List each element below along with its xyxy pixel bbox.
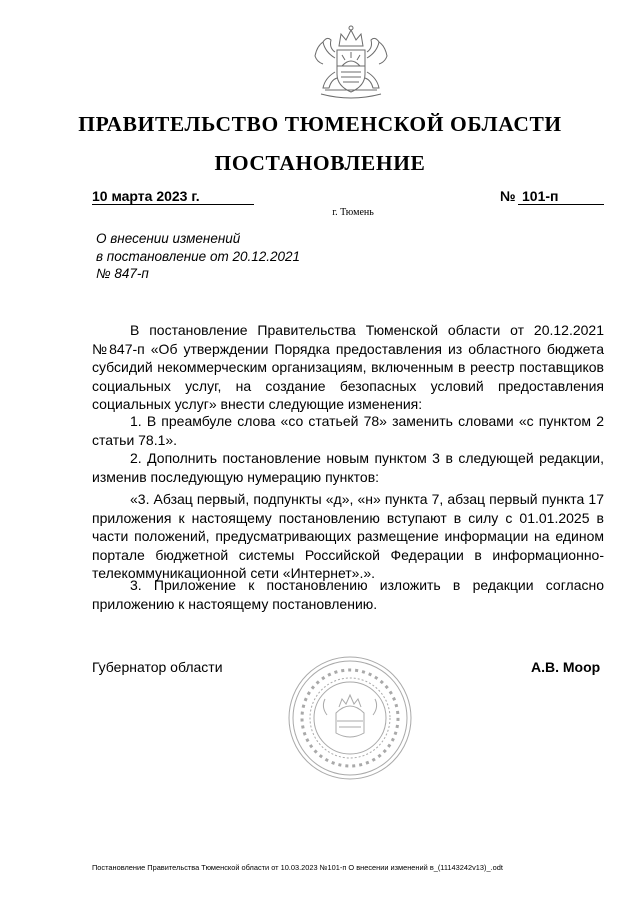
- signatory-name: А.В. Моор: [531, 659, 601, 675]
- subject-line: О внесении изменений: [96, 231, 241, 246]
- document-subject: [96, 230, 300, 283]
- official-seal-stamp: [287, 655, 413, 781]
- city-label: г. Тюмень: [332, 207, 374, 218]
- body-quote-paragraph: «3. Абзац первый, подпункты «д», «н» пункта 7, абзац первый пункта 17 приложения к настоящему постановлению вступают в силу с 01.01.2025 в части положений, предусматривающих размещение информации на едином портале бюджетной системы Российской Федерации в информационно-телекоммуникационной сети «Интернет».».: [92, 491, 604, 581]
- body-intro-paragraph: В постановление Правительства Тюменской области от 20.12.2021 №847-п «Об утверждении Порядка предоставления из областного бюджета субсидий некоммерческим организациям, включенным в реестр поставщиков социальных услуг, на создание безопасных условий предоставления социальных услуг» внести следующие изменения:: [92, 322, 604, 412]
- subject-line: в постановление от 20.12.2021: [96, 248, 301, 264]
- body-item-1: 1. В преамбуле слова «со статьей 78» заменить словами «с пунктом 2 статьи 78.1».: [92, 413, 604, 448]
- signatory-position: Губернатор области: [92, 659, 223, 675]
- body-item-3: 3. Приложение к постановлению изложить в редакции согласно приложению к настоящему постановлению.: [92, 577, 604, 612]
- coat-of-arms-emblem: [295, 22, 407, 104]
- document-type-title: ПОСТАНОВЛЕНИЕ: [214, 151, 426, 175]
- document-number: 101-п: [522, 188, 559, 204]
- date-underline: [92, 204, 254, 205]
- organization-title: ПРАВИТЕЛЬСТВО ТЮМЕНСКОЙ ОБЛАСТИ: [78, 112, 562, 136]
- subject-line: № 847-п: [96, 266, 149, 281]
- body-item-2: 2. Дополнить постановление новым пунктом 3 в следующей редакции, изменив последующую нумерацию пунктов:: [92, 450, 604, 485]
- document-footer: Постановление Правительства Тюменской области от 10.03.2023 №101-п О внесении изменений в_(11143242v13)_.odt: [92, 863, 503, 872]
- number-sign: №: [500, 188, 516, 204]
- number-underline: [518, 204, 604, 205]
- document-date: 10 марта 2023 г.: [92, 188, 200, 204]
